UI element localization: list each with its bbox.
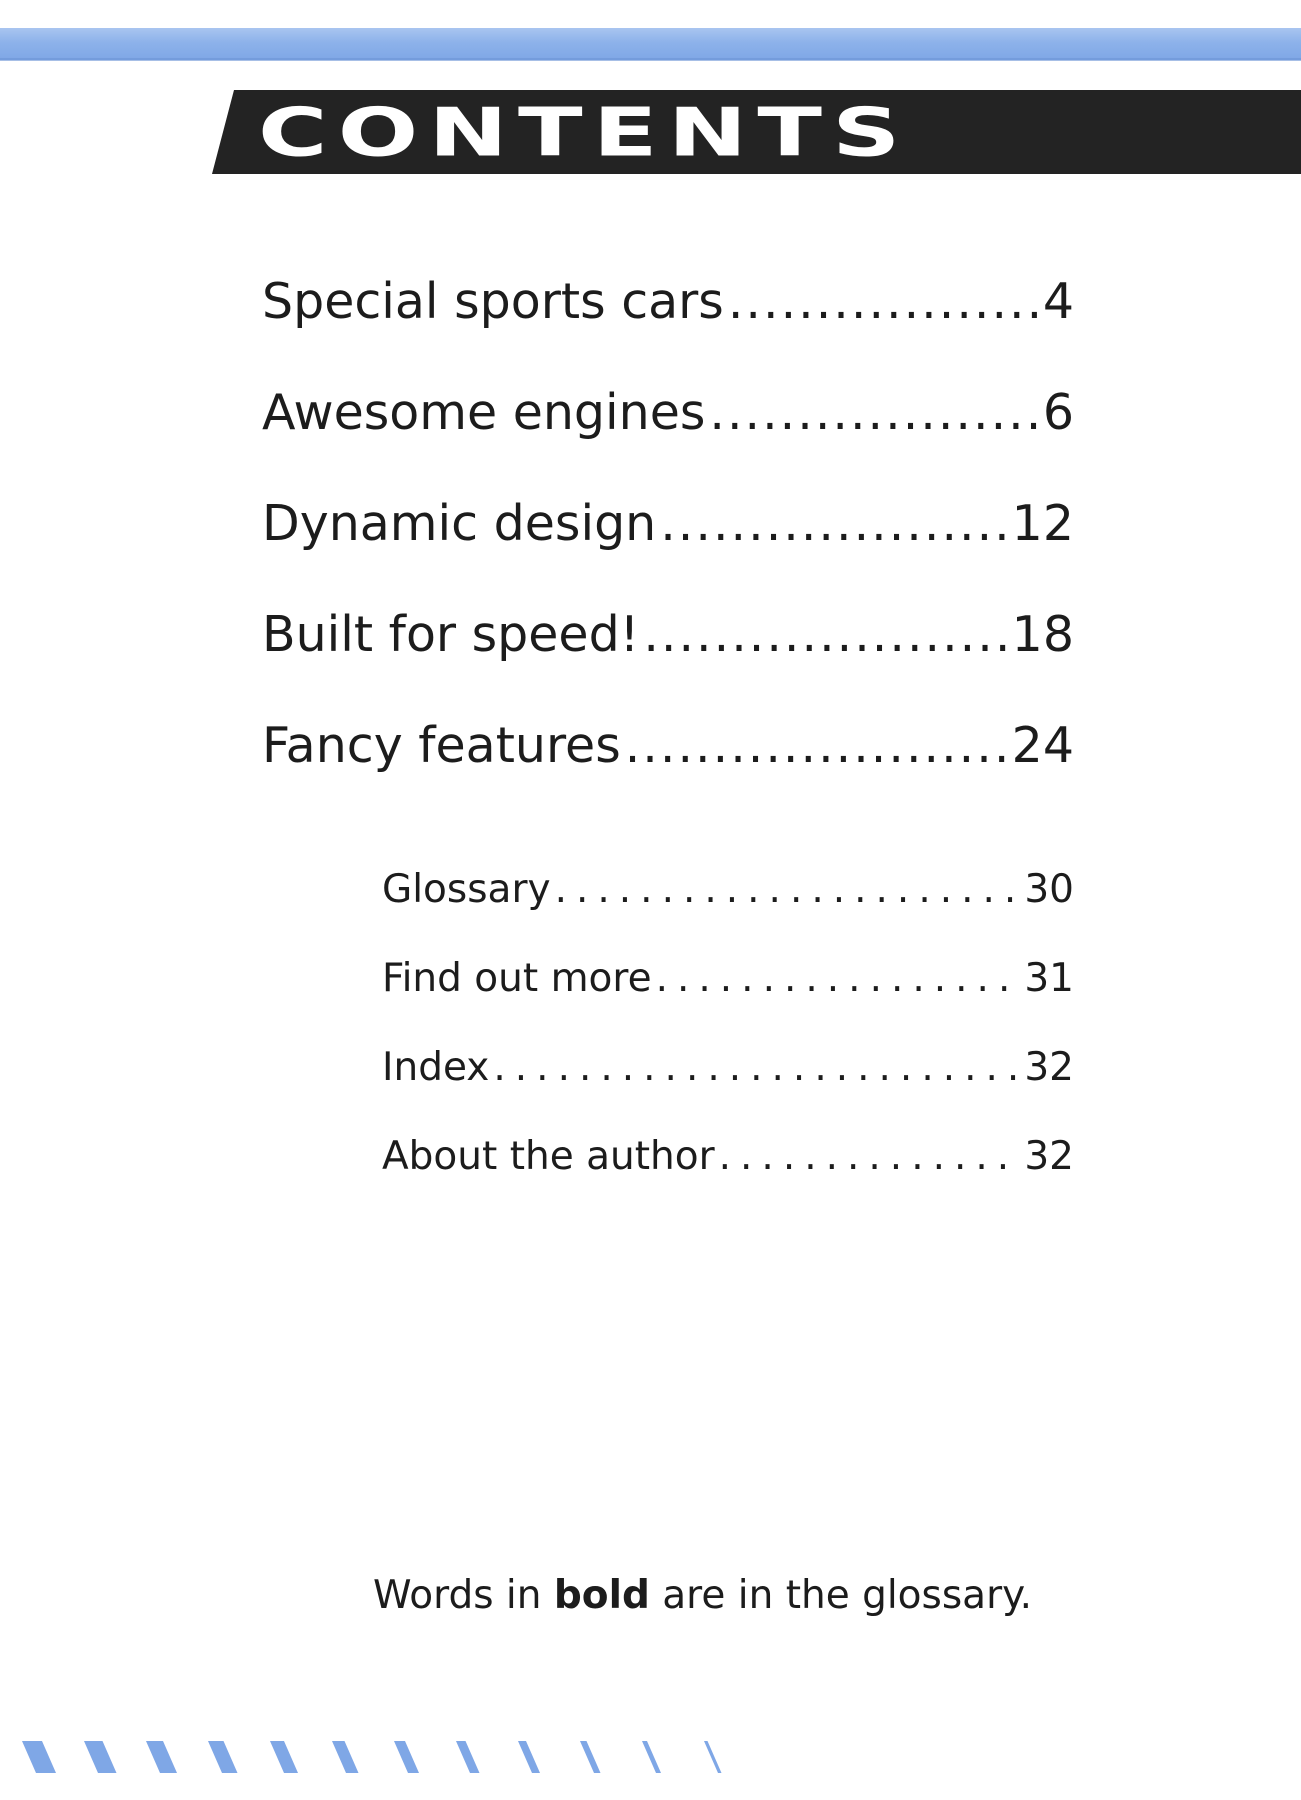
toc-entry-page: 24	[1011, 717, 1074, 774]
toc-entry-page: 32	[1024, 1134, 1074, 1179]
toc-back-matter-list	[382, 855, 1074, 1211]
toc-entry-label: About the author	[382, 1134, 715, 1179]
toc-entry-page: 12	[1011, 495, 1074, 552]
slash-mark	[146, 1741, 177, 1773]
glossary-note-after: are in the glossary.	[649, 1573, 1033, 1618]
toc-entry-page: 18	[1011, 606, 1074, 663]
bottom-slash-decoration	[22, 1735, 742, 1777]
slash-mark	[456, 1741, 480, 1773]
slash-mark	[208, 1741, 238, 1773]
toc-entry-page: 31	[1024, 956, 1074, 1001]
toc-entry-page: 32	[1024, 1045, 1074, 1090]
slash-mark	[642, 1741, 661, 1773]
slash-mark	[394, 1741, 419, 1773]
dot-leader	[555, 855, 1021, 925]
toc-entry[interactable]	[262, 484, 1074, 595]
slash-mark	[704, 1741, 722, 1773]
slash-mark	[580, 1741, 601, 1773]
toc-entry[interactable]	[382, 1033, 1074, 1122]
toc-main-list	[262, 262, 1074, 817]
toc-entry[interactable]	[262, 262, 1074, 373]
page-title: CONTENTS	[258, 94, 911, 172]
dot-leader	[660, 484, 1007, 564]
slash-mark	[22, 1741, 56, 1773]
toc-entry-label: Dynamic design	[262, 495, 657, 552]
dot-leader	[709, 373, 1038, 453]
slash-mark	[332, 1741, 359, 1773]
toc-entry-label: Built for speed!	[262, 606, 640, 663]
dot-leader	[493, 1033, 1020, 1103]
toc-entry[interactable]	[262, 706, 1074, 817]
toc-entry[interactable]	[382, 855, 1074, 944]
dot-leader	[625, 706, 1008, 786]
toc-entry-label: Awesome engines	[262, 384, 706, 441]
slash-mark	[84, 1741, 117, 1773]
toc-entry-label: Special sports cars	[262, 273, 724, 330]
toc-entry-page: 6	[1042, 384, 1074, 441]
toc-entry-page: 30	[1024, 867, 1074, 912]
toc-entry-label: Index	[382, 1045, 490, 1090]
toc-entry[interactable]	[262, 595, 1074, 706]
dot-leader	[643, 595, 1007, 675]
toc-entry-label: Glossary	[382, 867, 551, 912]
top-stripe-edge	[0, 58, 1301, 61]
dot-leader	[656, 944, 1021, 1014]
dot-leader	[728, 262, 1039, 342]
slash-mark	[518, 1741, 540, 1773]
toc-entry[interactable]	[262, 373, 1074, 484]
toc-entry[interactable]	[382, 944, 1074, 1033]
dot-leader	[719, 1122, 1021, 1192]
toc-entry[interactable]	[382, 1122, 1074, 1211]
toc-entry-label: Find out more	[382, 956, 652, 1001]
glossary-note-bold-word: bold	[553, 1573, 650, 1618]
glossary-note-before: Words in	[372, 1573, 554, 1618]
slash-mark	[270, 1741, 298, 1773]
glossary-note	[52, 1573, 1301, 1618]
top-decorative-stripe	[0, 28, 1301, 60]
toc-entry-page: 4	[1042, 273, 1074, 330]
toc-entry-label: Fancy features	[262, 717, 621, 774]
